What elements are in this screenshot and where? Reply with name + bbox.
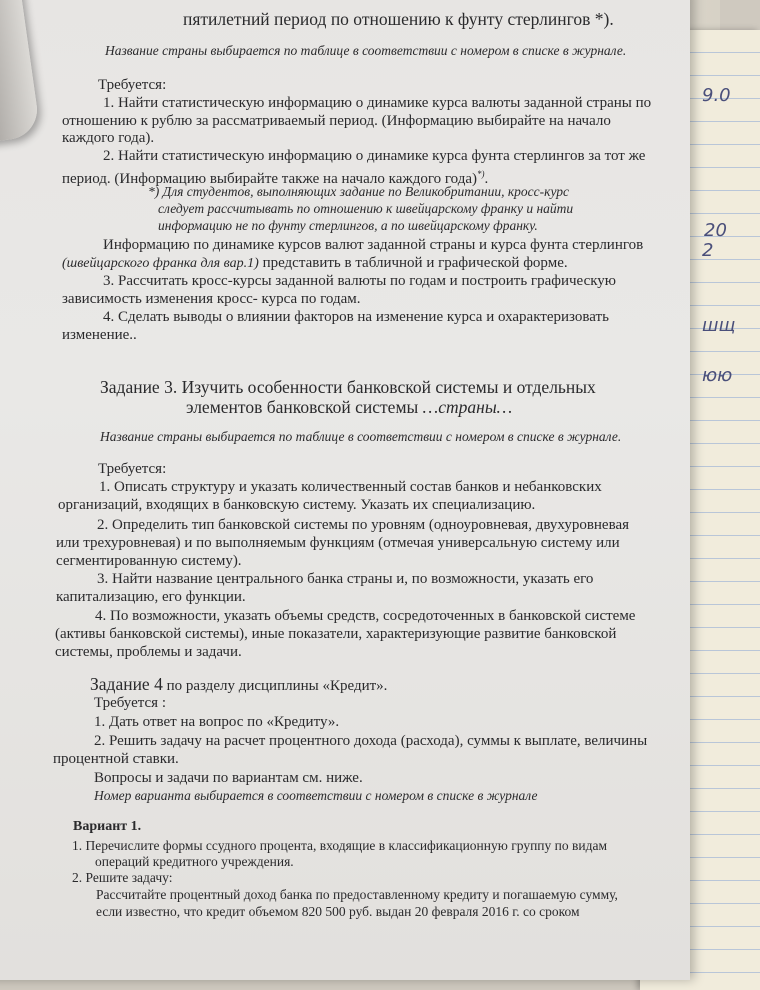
task4-item2-line1: 2. Решить задачу на расчет процентного дохода (расхода), суммы к выплате, величины xyxy=(94,733,648,749)
task3-item3-line1: 3. Найти название центрального банка страны и, по возможности, указать его xyxy=(97,571,594,587)
task2-title-tail: пятилетний период по отношению к фунту стерлингов *). xyxy=(183,9,614,29)
task2-item2-text: период. (Информацию выбирайте также на начало каждого года) xyxy=(62,171,478,187)
task2-item2-dot: . xyxy=(484,171,489,187)
task4-title-big: Задание 4 xyxy=(90,674,163,694)
task3-required: Требуется: xyxy=(98,461,167,477)
task4-title xyxy=(90,675,387,695)
footnote-mark: *) xyxy=(477,169,485,179)
task3-item2-line2: или трехуровневая) и по выполняемым функциям (отмечая универсальную систему или xyxy=(56,535,620,551)
task2-item1-line2: отношению к рублю за рассматриваемый период. (Информацию выбирайте на начало xyxy=(62,113,611,129)
task2-item2-line1: 2. Найти статистическую информацию о динамике курса фунта стерлингов за тот же xyxy=(103,148,646,164)
task4-required: Требуется : xyxy=(94,695,166,711)
task3-country-note: Название страны выбирается по таблице в соответствии с номером в списке в журнале. xyxy=(100,429,622,444)
task2-item3-line1: 3. Рассчитать кросс-курсы заданной валюты по годам и построить графическую xyxy=(103,273,617,289)
handwritten-note: 20 xyxy=(704,220,727,241)
task4-item2-line2: процентной ставки. xyxy=(53,751,179,767)
task4-title-rest: по разделу дисциплины «Кредит». xyxy=(162,678,388,694)
footnote-line1: *) Для студентов, выполняющих задание по Великобритании, кросс-курс xyxy=(148,184,570,199)
task4-variant-note: Номер варианта выбирается в соответствии с номером в списке в журнале xyxy=(94,788,538,803)
variant1-problem-line2: если известно, что кредит объемом 820 500 руб. выдан 20 февраля 2016 г. со сроком xyxy=(96,904,580,919)
task3-item4-line1: 4. По возможности, указать объемы средств, сосредоточенных в банковской системе xyxy=(95,608,636,624)
task3-item3-line2: капитализацию, его функции. xyxy=(56,589,246,605)
task3-item2-line3: сегментированную систему). xyxy=(56,553,242,569)
task3-title-text: элементов банковской системы xyxy=(186,397,419,417)
task3-item1-line1: 1. Описать структуру и указать количественный состав банков и небанковских xyxy=(99,479,602,495)
task3-title-country: …страны… xyxy=(418,397,513,417)
task3-item2-line1: 2. Определить тип банковской системы по уровням (одноуровневая, двухуровневая xyxy=(97,517,630,533)
variant1-q2: 2. Решите задачу: xyxy=(72,870,173,885)
handwritten-note: 9.0 xyxy=(702,85,731,106)
task3-title-line1: Задание 3. Изучить особенности банковской системы и отдельных xyxy=(100,377,596,397)
task2-info-line2 xyxy=(62,254,568,273)
task2-info-line1: Информацию по динамике курсов валют заданной страны и курса фунта стерлингов xyxy=(103,237,644,253)
task2-country-note: Название страны выбирается по таблице в соответствии с номером в списке в журнале. xyxy=(105,43,627,58)
task2-item4-line2: изменение.. xyxy=(62,327,137,343)
task3-item1-line2: организаций, входящих в банковскую систему. Указать их специализацию. xyxy=(58,497,536,513)
task2-required: Требуется: xyxy=(98,77,167,93)
handwritten-note: 2 xyxy=(702,240,714,261)
variant1-q1-line1: 1. Перечислите формы ссудного процента, входящие в классификационную группу по видам xyxy=(72,838,608,853)
task2-info-line2-rest: представить в табличной и графической форме. xyxy=(258,255,568,271)
task2-item1-line1: 1. Найти статистическую информацию о динамике курса валюты заданной страны по xyxy=(103,95,652,111)
footnote-line3: информацию не по фунту стерлингов, а по швейцарскому франку. xyxy=(158,218,538,233)
handwritten-note: шщ xyxy=(702,315,736,336)
task2-item3-line2: зависимость изменения кросс- курса по годам. xyxy=(62,291,361,307)
task3-item4-line2: (активы банковской системы), иные показатели, характеризующие развитие банковской xyxy=(55,626,617,642)
footnote-line2: следует рассчитывать по отношению к швейцарскому франку и найти xyxy=(158,201,574,216)
task2-item4-line1: 4. Сделать выводы о влиянии факторов на изменение курса и охарактеризовать xyxy=(103,309,609,325)
task2-item1-line3: каждого года). xyxy=(62,130,155,146)
variant1-q1-line2: операций кредитного учреждения. xyxy=(95,854,294,869)
handwritten-note: юю xyxy=(702,365,733,386)
swiss-franc-note: (швейцарского франка для вар.1) xyxy=(62,256,259,271)
variant1-heading: Вариант 1. xyxy=(73,819,142,834)
variant1-problem-line1: Рассчитайте процентный доход банка по предоставленному кредиту и погашаемую сумму, xyxy=(96,887,618,902)
task3-item4-line3: системы, проблемы и задачи. xyxy=(55,644,242,660)
task3-title-line2 xyxy=(186,398,512,416)
task4-see-below: Вопросы и задачи по вариантам см. ниже. xyxy=(94,770,363,786)
task4-item1: 1. Дать ответ на вопрос по «Кредиту». xyxy=(94,714,340,730)
